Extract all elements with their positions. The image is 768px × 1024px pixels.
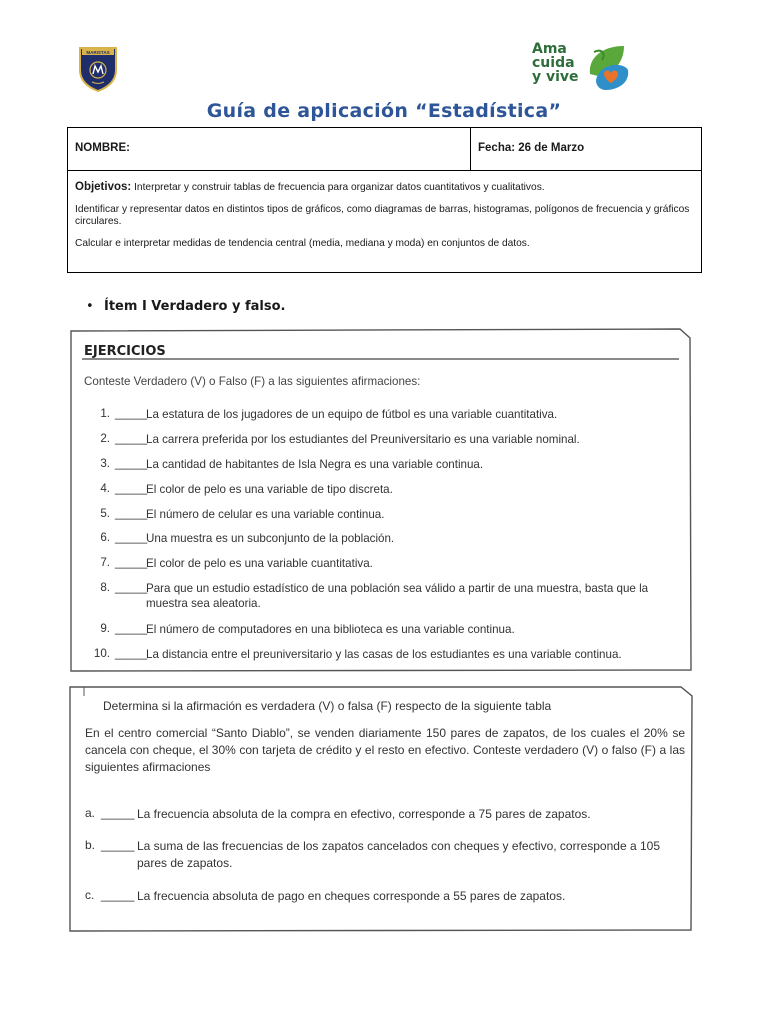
objective-3: Calcular e interpretar medidas de tendencia central (media, mediana y moda) en conjuntos de datos.	[75, 237, 530, 249]
question-text: El número de celular es una variable continua.	[146, 508, 385, 521]
answer-blank[interactable]: _____	[115, 432, 148, 445]
question-text: El color de pelo es una variable cuantitativa.	[146, 557, 373, 570]
question-text: Para que un estudio estadístico de una población sea válido a partir de una muestra, basta que la muestra sea aleatoria.	[146, 582, 649, 610]
shield-icon	[78, 44, 118, 92]
answer-blank[interactable]: _____	[115, 581, 148, 594]
brand-line-3: y vive	[532, 69, 579, 85]
exercises-instruction: Conteste Verdadero (V) o Falso (F) a las siguientes afirmaciones:	[84, 375, 421, 388]
question-number: 8.	[100, 581, 110, 594]
answer-blank[interactable]: _____	[115, 531, 148, 544]
question-text: El número de computadores en una biblioteca es una variable continua.	[146, 623, 515, 636]
question-text: Una muestra es un subconjunto de la población.	[146, 532, 395, 545]
objectives-cell	[75, 181, 695, 259]
answer-blank[interactable]: _____	[101, 806, 135, 820]
question-number: 4.	[100, 482, 110, 495]
statement-text: La frecuencia absoluta de la compra en efectivo, corresponde a 75 pares de zapatos.	[137, 807, 591, 821]
name-label: NOMBRE:	[75, 142, 130, 154]
brand-line-2: cuida	[532, 55, 575, 71]
question-text: La carrera preferida por los estudiantes del Preuniversitario es una variable nominal.	[146, 433, 580, 446]
answer-blank[interactable]: _____	[101, 838, 135, 852]
statement-letter: a.	[85, 806, 96, 820]
table-exercise-box	[69, 686, 694, 932]
answer-blank[interactable]: _____	[115, 556, 148, 569]
exercises-title: EJERCICIOS	[84, 344, 166, 359]
question-text: El color de pelo es una variable de tipo discreta.	[146, 483, 393, 496]
objective-2: Identificar y representar datos en distintos tipos de gráficos, como diagramas de barras, histogramas, polígonos de frecuencia y gráficos circulares.	[75, 203, 690, 227]
question-number: 5.	[100, 507, 110, 520]
statement-text: La suma de las frecuencias de los zapatos cancelados con cheques y efectivo, corresponde a 105 pares de zapatos.	[137, 839, 660, 870]
date-label: Fecha: 26 de Marzo	[478, 142, 585, 154]
brand-logo	[532, 40, 632, 94]
page-title: Guía de aplicación “Estadística”	[206, 100, 562, 122]
question-number: 6.	[100, 531, 110, 544]
school-logo	[78, 44, 118, 92]
item-heading-text: Ítem I Verdadero y falso.	[104, 299, 286, 314]
brand-logo-text	[532, 42, 579, 84]
answer-blank[interactable]: _____	[115, 507, 148, 520]
answer-blank[interactable]: _____	[101, 888, 135, 902]
question-text: La distancia entre el preuniversitario y las casas de los estudiantes es una variable continua.	[146, 648, 622, 661]
objective-1: Interpretar y construir tablas de frecuencia para organizar datos cuantitativos y cualitativos.	[134, 182, 545, 193]
answer-blank[interactable]: _____	[115, 457, 148, 470]
question-number: 9.	[100, 622, 110, 635]
info-row	[68, 128, 701, 171]
answer-blank[interactable]: _____	[115, 622, 148, 635]
statement-letter: c.	[85, 888, 95, 902]
info-table	[67, 127, 702, 273]
answer-blank[interactable]: _____	[115, 647, 148, 660]
school-logo-text: MARISTAS	[86, 50, 110, 55]
item-heading	[86, 299, 285, 314]
brand-line-1: Ama	[532, 41, 567, 57]
table-exercise-heading: Determina si la afirmación es verdadera (V) o falsa (F) respecto de la siguiente tabla	[103, 699, 552, 713]
exercises-box	[70, 328, 692, 672]
answer-blank[interactable]: _____	[115, 407, 148, 420]
table-exercise-context: En el centro comercial “Santo Diablo”, se venden diariamente 150 pares de zapatos, de los cuales el 20% se cancela con cheque, el 30% con tarjeta de crédito y el resto en efectivo. Conteste verdadero (V) o falso (F) a las siguientes afirmaciones	[85, 726, 685, 774]
question-text: La estatura de los jugadores de un equipo de fútbol es una variable cuantitativa.	[146, 408, 558, 421]
question-number: 7.	[100, 556, 110, 569]
question-number: 3.	[100, 457, 110, 470]
question-number: 2.	[100, 432, 110, 445]
question-number: 10.	[93, 647, 110, 660]
question-text: La cantidad de habitantes de Isla Negra es una variable continua.	[146, 458, 484, 471]
bullet-icon: •	[86, 299, 94, 314]
leaf-heart-icon	[584, 40, 632, 92]
name-cell[interactable]	[68, 128, 471, 170]
objectives-label: Objetivos:	[75, 181, 132, 193]
statement-letter: b.	[85, 838, 96, 852]
statement-text: La frecuencia absoluta de pago en cheques corresponde a 55 pares de zapatos.	[137, 889, 566, 903]
question-number: 1.	[100, 407, 110, 420]
answer-blank[interactable]: _____	[115, 482, 148, 495]
